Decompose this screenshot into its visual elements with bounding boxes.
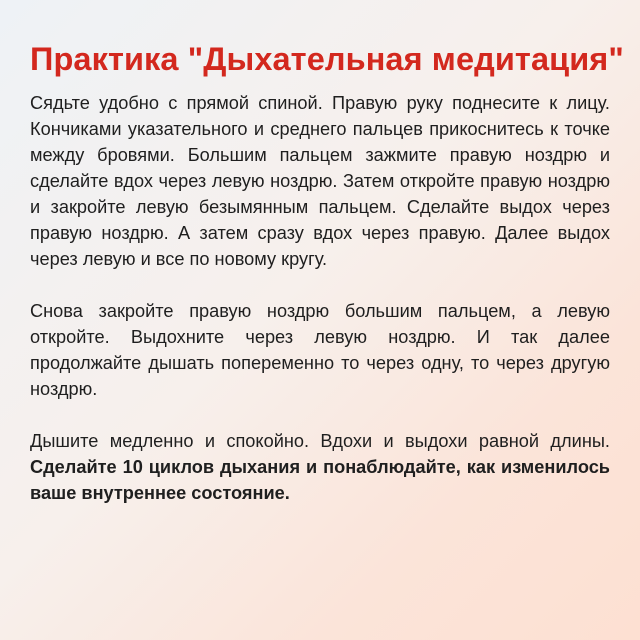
paragraph-3	[30, 428, 610, 506]
page-title: Практика "Дыхательная медитация"	[30, 41, 624, 77]
paragraph-1: Сядьте удобно с прямой спиной. Правую руку поднесите к лицу. Кончиками указательного и среднего пальцев прикоснитесь к точке между бровями. Большим пальцем зажмите правую ноздрю и сделайте вдох через левую ноздрю. Затем откройте правую ноздрю и закройте левую безымянным пальцем. Сделайте выдох через правую ноздрю. А затем сразу вдох через правую. Далее выдох через левую и все по новому кругу.	[30, 93, 610, 269]
instructions-text	[30, 90, 610, 506]
paragraph-2: Снова закройте правую ноздрю большим пальцем, а левую откройте. Выдохните через левую ноздрю. И так далее продолжайте дышать попеременно то через одну, то через другую ноздрю.	[30, 301, 610, 399]
paragraph-3-emphasis: Сделайте 10 циклов дыхания и понаблюдайте, как изменилось ваше внутреннее состояние.	[30, 457, 610, 503]
paragraph-3-text: Дышите медленно и спокойно. Вдохи и выдохи равной длины.	[30, 431, 610, 451]
